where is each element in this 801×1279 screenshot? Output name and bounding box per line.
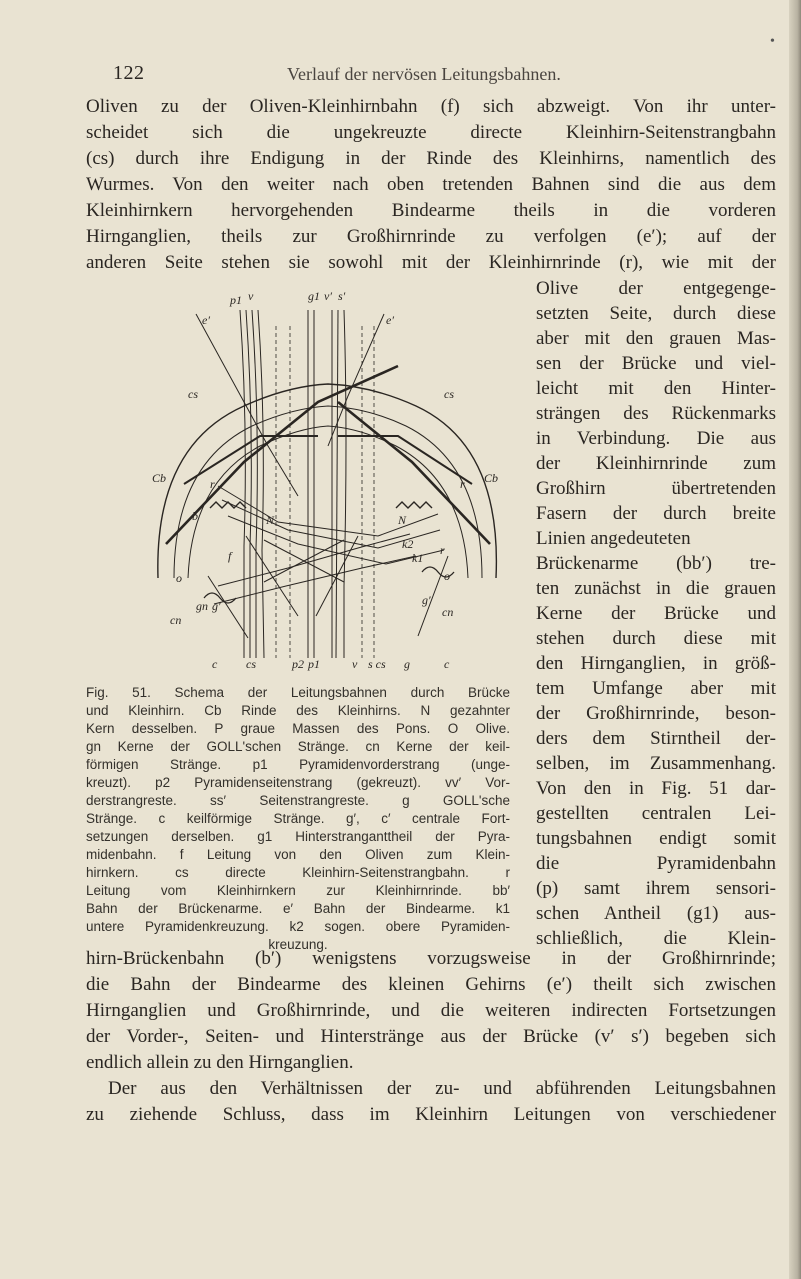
- caption-line: hirnkern. cs directe Kleinhirn-Seitenstrangbahn. r: [86, 865, 510, 880]
- figure-caption: [86, 684, 510, 954]
- caption-line: gn Kerne der GOLL'schen Stränge. cn Kerne der keil-: [86, 739, 510, 754]
- text-line: Kleinhirnkern hervorgehenden Bindearme theils in die vorderen: [86, 200, 776, 221]
- caption-line: Leitung vom Kleinhirnkern zur Kleinhirnrinde. bb′: [86, 883, 510, 898]
- text-line: in Verbindung. Die aus: [536, 428, 776, 449]
- label-N-right: N: [398, 513, 407, 527]
- text-line: sen der Brücke und viel-: [536, 353, 776, 374]
- text-line: Der aus den Verhältnissen der zu- und abführenden Leitungsbahnen: [108, 1078, 776, 1099]
- text-line: (cs) durch ihre Endigung in der Rinde des Kleinhirns, namentlich des: [86, 148, 776, 169]
- text-line: setzten Seite, durch diese: [536, 303, 776, 324]
- label-r-mid: r: [440, 543, 445, 557]
- page-edge: [789, 0, 801, 1279]
- caption-line: Fig. 51. Schema der Leitungsbahnen durch Brücke: [86, 685, 510, 700]
- label-bottom-v: v: [352, 657, 358, 671]
- caption-line: untere Pyramidenkreuzung. k2 sogen. obere Pyramiden-: [86, 919, 510, 934]
- text-line: Fasern der durch breite: [536, 503, 776, 524]
- label-cn-left: cn: [170, 613, 182, 627]
- text-line: Kerne der Brücke und: [536, 603, 776, 624]
- text-line: tungsbahnen endigt somit: [536, 828, 776, 849]
- label-cb-right: Cb: [484, 471, 499, 485]
- pathway-diagram: [148, 286, 508, 672]
- text-line: schen Antheil (g1) aus-: [536, 903, 776, 924]
- text-line: endlich allein zu den Hirnganglien.: [86, 1052, 354, 1073]
- label-bottom-g: g: [404, 657, 410, 671]
- text-line: der Kleinhirnrinde zum: [536, 453, 776, 474]
- label-o-left: o: [176, 571, 182, 585]
- text-line: aber mit den grauen Mas-: [536, 328, 776, 349]
- label-gn: gn: [196, 599, 208, 613]
- caption-line: Bahn der Brückenarme. e′ Bahn der Bindearme. k1: [86, 901, 510, 916]
- caption-line: kreuzung.: [268, 937, 328, 952]
- text-line: Von den in Fig. 51 dar-: [536, 778, 776, 799]
- text-line: stehen durch diese mit: [536, 628, 776, 649]
- corner-mark: •: [770, 34, 775, 49]
- label-f: f: [228, 549, 232, 563]
- running-title: Verlauf der nervösen Leitungsbahnen.: [287, 64, 561, 84]
- label-cs-right: cs: [444, 387, 454, 401]
- label-b: b: [192, 509, 198, 523]
- text-line: ders dem Stirntheil der-: [536, 728, 776, 749]
- text-line: zu ziehende Schluss, dass im Kleinhirn Leitungen von verschiedener: [86, 1104, 776, 1125]
- text-line: hirn-Brückenbahn (b′) wenigstens vorzugsweise in der Großhirnrinde;: [86, 948, 776, 969]
- text-line: scheidet sich die ungekreuzte directe Kleinhirn-Seitenstrangbahn: [86, 122, 776, 143]
- label-bottom-scs: s cs: [368, 657, 386, 671]
- text-line: ten zunächst in die grauen: [536, 578, 776, 599]
- label-bottom-p2: p2: [292, 657, 304, 671]
- text-line: schließlich, die Klein-: [536, 928, 776, 949]
- label-r-left: r: [210, 477, 215, 491]
- text-line: Linien angedeuteten: [536, 528, 691, 549]
- caption-line: midenbahn. f Leitung von den Oliven zum Klein-: [86, 847, 510, 862]
- text-line: den Hirnganglien, in größ-: [536, 653, 776, 674]
- text-line: strängen des Rückenmarks: [536, 403, 776, 424]
- text-line: Brückenarme (bb′) tre-: [536, 553, 776, 574]
- text-line: selben, im Zusammenhang.: [536, 753, 776, 774]
- text-line: Olive der entgegenge-: [536, 278, 776, 299]
- label-N-left: N: [266, 513, 275, 527]
- caption-line: derstrangreste. ss′ Seitenstrangreste. g GOLL'sche: [86, 793, 510, 808]
- text-line: Hirnganglien und Großhirnrinde, und die weiteren indirecten Fortsetzungen: [86, 1000, 776, 1021]
- label-cb-left: Cb: [152, 471, 167, 485]
- text-line: Oliven zu der Oliven-Kleinhirnbahn (f) sich abzweigt. Von ihr unter-: [86, 96, 776, 117]
- text-line: tem Umfange aber mit: [536, 678, 776, 699]
- label-bottom-c2: c: [444, 657, 450, 671]
- text-line: der Vorder-, Seiten- und Hinterstränge aus der Brücke (v′ s′) begeben sich: [86, 1026, 776, 1047]
- label-o-right: o: [444, 569, 450, 583]
- label-cs-left: cs: [188, 387, 198, 401]
- text-line: (p) samt ihrem sensori-: [536, 878, 776, 899]
- caption-line: Kern desselben. P graue Massen des Pons. O Olive.: [86, 721, 510, 736]
- label-g-mid: g′: [422, 593, 431, 607]
- text-line: leicht mit den Hinter-: [536, 378, 776, 399]
- label-g-prime: g′: [212, 599, 221, 613]
- label-p1: p1: [230, 293, 242, 307]
- text-line: der Großhirnrinde, beson-: [536, 703, 776, 724]
- label-g1-top: g1: [308, 289, 320, 303]
- label-e-left: e′: [202, 313, 210, 327]
- caption-line: und Kleinhirn. Cb Rinde des Kleinhirns. N gezahnter: [86, 703, 510, 718]
- label-k1: k1: [412, 551, 424, 565]
- text-line: Großhirn übertretenden: [536, 478, 776, 499]
- caption-line: Stränge. c keilförmige Stränge. g′, c′ centrale Fort-: [86, 811, 510, 826]
- label-cn-right: cn: [442, 605, 454, 619]
- label-bottom-c: c: [212, 657, 218, 671]
- text-line: Hirnganglien, theils zur Großhirnrinde zu verfolgen (e′); auf der: [86, 226, 776, 247]
- text-line: Wurmes. Von den weiter nach oben tretenden Bahnen sind die aus dem: [86, 174, 776, 195]
- caption-line: kreuzt). p2 Pyramidenseitenstrang (gekreuzt). vv′ Vor-: [86, 775, 510, 790]
- label-bottom-cs: cs: [246, 657, 256, 671]
- page-number: 122: [113, 62, 145, 84]
- caption-line: förmigen Stränge. p1 Pyramidenvorderstrang (unge-: [86, 757, 510, 772]
- label-s-prime: s′: [338, 289, 346, 303]
- label-r-right: r: [460, 477, 465, 491]
- caption-line: setzungen derselben. g1 Hinterstranganttheil der Pyra-: [86, 829, 510, 844]
- label-k2: k2: [402, 537, 414, 551]
- label-e-right: e′: [386, 313, 394, 327]
- text-line: die Pyramidenbahn: [536, 853, 776, 874]
- label-bottom-p1: p1: [308, 657, 320, 671]
- text-line: gestellten centralen Lei-: [536, 803, 776, 824]
- text-line: die Bahn der Bindearme des kleinen Gehirns (e′) theilt sich zwischen: [86, 974, 776, 995]
- label-v-prime: v′: [324, 289, 332, 303]
- text-line: anderen Seite stehen sie sowohl mit der Kleinhirnrinde (r), wie mit der: [86, 252, 776, 273]
- label-v-top: v: [248, 289, 254, 303]
